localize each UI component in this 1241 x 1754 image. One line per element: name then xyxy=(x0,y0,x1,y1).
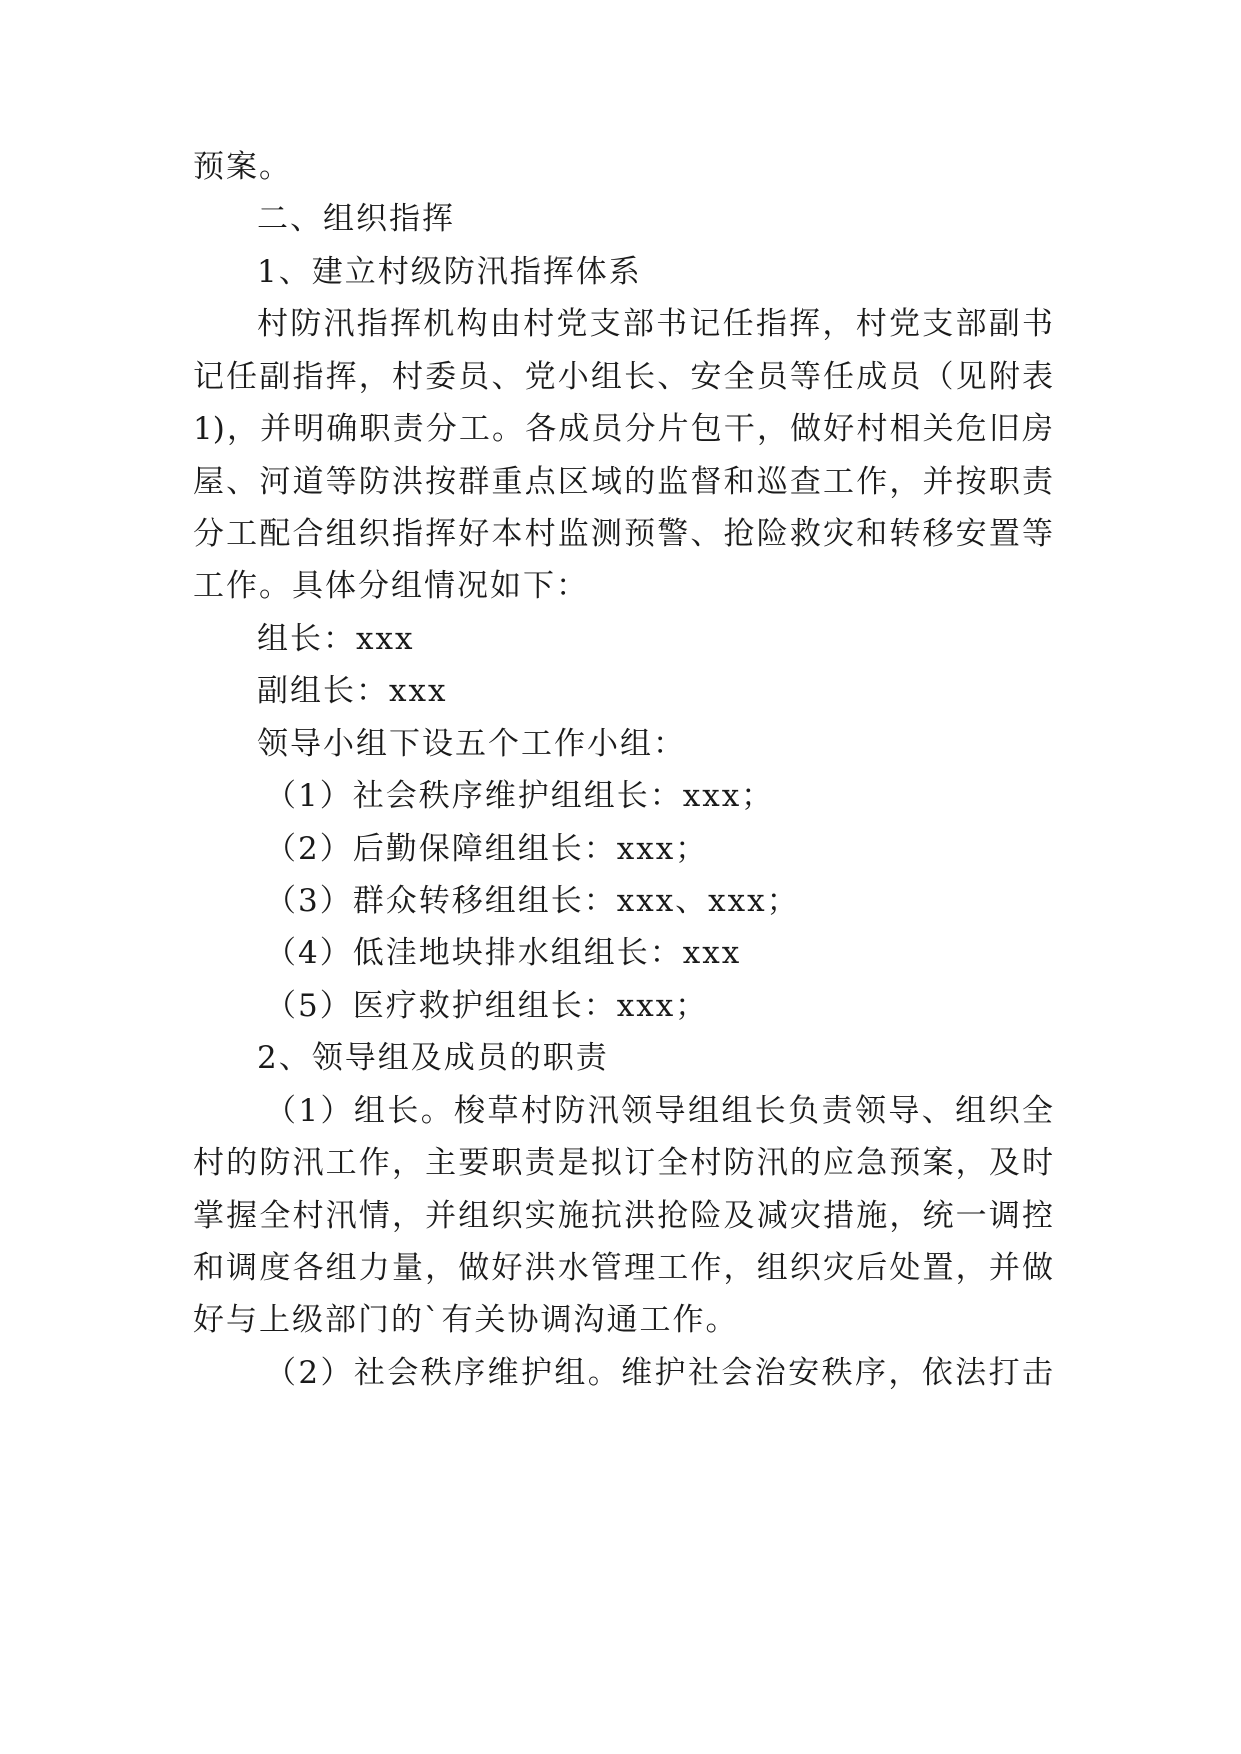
deputy-leader-line: 副组长：xxx xyxy=(257,673,448,709)
work-group-item: （1）社会秩序维护组组长：xxx； xyxy=(265,778,775,814)
work-group-item: （3）群众转移组组长：xxx、xxx； xyxy=(265,883,800,919)
paragraph-line: 屋、河道等防洪按群重点区域的监督和巡查工作，并按职责 xyxy=(193,464,1053,500)
group-leader-line: 组长：xxx xyxy=(257,621,415,657)
subsection-heading: 1、建立村级防汛指挥体系 xyxy=(257,254,642,290)
paragraph-line: 领导小组下设五个工作小组： xyxy=(257,726,686,762)
subsection-heading: 2、领导组及成员的职责 xyxy=(257,1040,609,1076)
paragraph-line: （2）社会秩序维护组。维护社会治安秩序，依法打击 xyxy=(265,1355,1053,1391)
paragraph-line: 分工配合组织指挥好本村监测预警、抢险救灾和转移安置等 xyxy=(193,516,1053,552)
work-group-item: （2）后勤保障组组长：xxx； xyxy=(265,831,709,867)
work-group-item: （5）医疗救护组组长：xxx； xyxy=(265,988,709,1024)
paragraph-line: 村防汛指挥机构由村党支部书记任指挥，村党支部副书 xyxy=(257,306,1053,342)
paragraph-line: 村的防汛工作，主要职责是拟订全村防汛的应急预案，及时 xyxy=(193,1145,1053,1181)
paragraph-line: 掌握全村汛情，并组织实施抗洪抢险及减灾措施，统一调控 xyxy=(193,1198,1053,1234)
paragraph-line: 好与上级部门的`有关协调沟通工作。 xyxy=(193,1302,739,1338)
paragraph-line: （1）组长。梭草村防汛领导组组长负责领导、组织全 xyxy=(265,1093,1053,1129)
section-heading: 二、组织指挥 xyxy=(257,201,455,237)
paragraph-line: 1)，并明确职责分工。各成员分片包干，做好村相关危旧房 xyxy=(193,411,1053,447)
paragraph-line: 记任副指挥，村委员、党小组长、安全员等任成员（见附表 xyxy=(193,359,1053,395)
paragraph-line: 工作。具体分组情况如下： xyxy=(193,568,589,604)
paragraph-line: 预案。 xyxy=(193,149,292,185)
work-group-item: （4）低洼地块排水组组长：xxx xyxy=(265,935,742,971)
paragraph-line: 和调度各组力量，做好洪水管理工作，组织灾后处置，并做 xyxy=(193,1250,1053,1286)
